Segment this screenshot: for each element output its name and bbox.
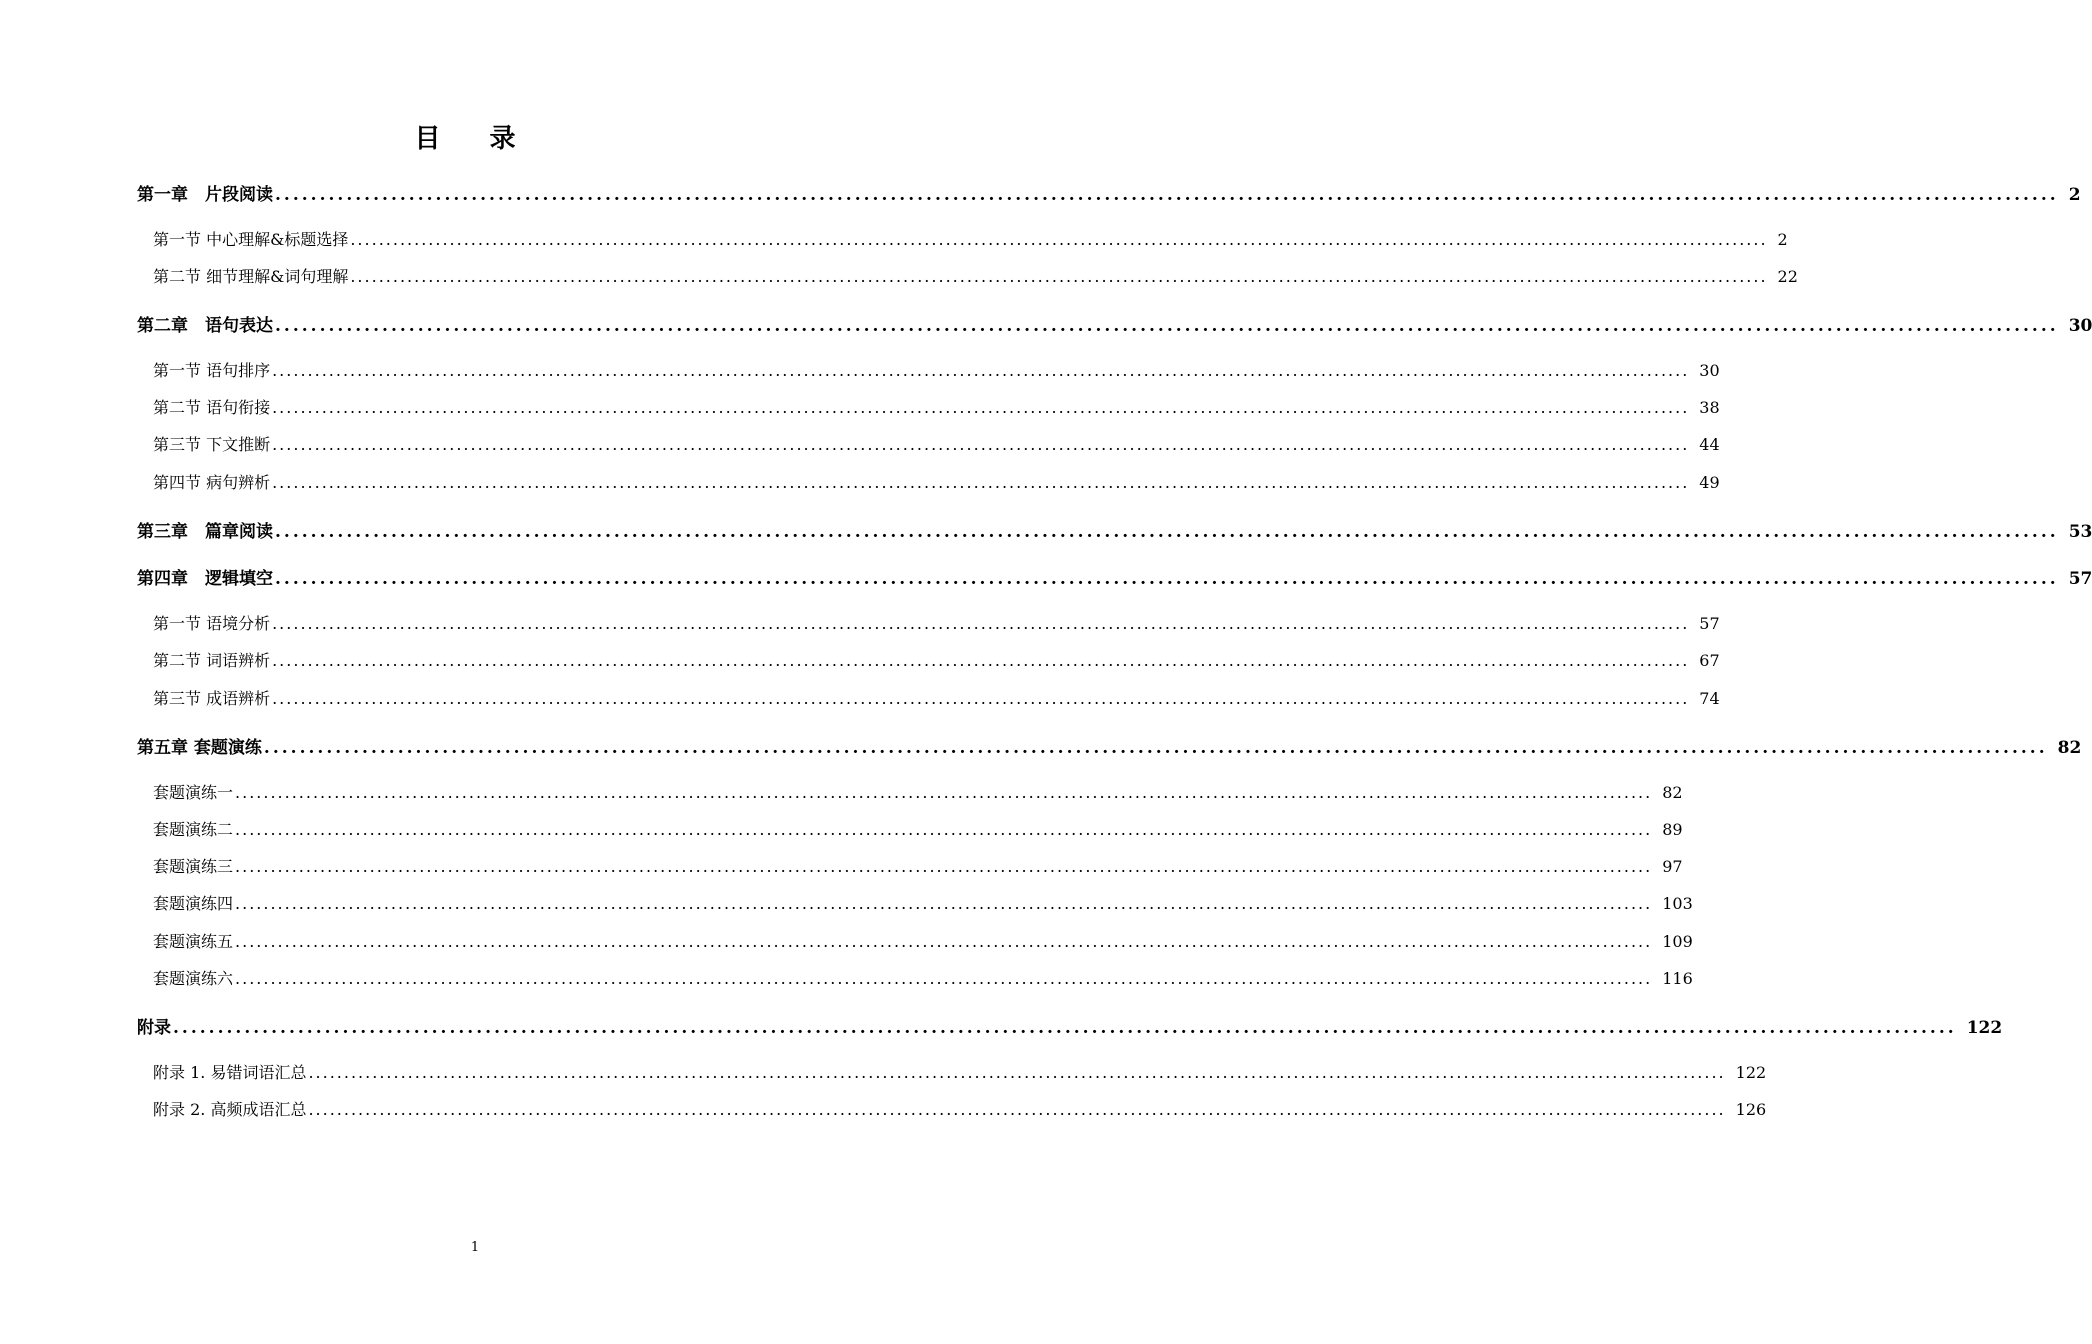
toc-leader-dots: ........................................................................................................................................................................................................ xyxy=(272,651,1690,670)
toc-leader-dots: ........................................................................................................................................................................................................ xyxy=(350,230,1768,249)
toc-entry-label: 第五章 套题演练 xyxy=(137,738,262,758)
toc-entry-page: 49 xyxy=(1699,473,1720,492)
toc-leader-dots: ........................................................................................................................................................................................................ xyxy=(272,435,1690,454)
page-title: 目 录 xyxy=(414,124,536,154)
toc-entry-page: 82 xyxy=(1662,783,1683,802)
toc-entry-label: 第一节 中心理解&标题选择 xyxy=(153,230,349,249)
toc-entry-page: 2 xyxy=(1777,230,1788,249)
toc-leader-dots: ........................................................................................................................................................................................................ xyxy=(263,738,2048,758)
toc-entry-label: 第一章 片段阅读 xyxy=(137,185,273,205)
toc-entry-label: 第四章 逻辑填空 xyxy=(137,569,273,589)
toc-leader-dots: ........................................................................................................................................................................................................ xyxy=(350,267,1768,286)
toc-leader-dots: ........................................................................................................................................................................................................ xyxy=(275,569,2059,589)
toc-leader-dots: ........................................................................................................................................................................................................ xyxy=(275,316,2059,336)
toc-entry-page: 44 xyxy=(1699,435,1720,454)
toc-entry-label: 第二节 语句衔接 xyxy=(153,398,271,417)
toc-entry-label: 第三节 下文推断 xyxy=(153,435,271,454)
toc-leader-dots: ........................................................................................................................................................................................................ xyxy=(235,783,1653,802)
toc-section-entry[interactable] xyxy=(153,358,1720,381)
toc-entry-label: 附录 2. 高频成语汇总 xyxy=(153,1100,307,1119)
toc-entry-label: 第四节 病句辨析 xyxy=(153,473,271,492)
toc-leader-dots: ........................................................................................................................................................................................................ xyxy=(272,614,1690,633)
toc-leader-dots: ........................................................................................................................................................................................................ xyxy=(272,689,1690,708)
toc-entry-page: 30 xyxy=(1699,361,1720,380)
toc-entry-page: 30 xyxy=(2068,316,2092,336)
toc-entry-label: 套题演练三 xyxy=(153,857,234,876)
toc-section-entry[interactable] xyxy=(153,929,1693,952)
toc-entry-page: 74 xyxy=(1699,689,1720,708)
toc-entry-page: 22 xyxy=(1777,267,1798,286)
toc-section-entry[interactable] xyxy=(153,686,1720,709)
toc-leader-dots: ........................................................................................................................................................................................................ xyxy=(272,473,1690,492)
toc-section-entry[interactable] xyxy=(153,854,1683,877)
toc-entry-page: 126 xyxy=(1735,1100,1767,1119)
toc-entry-label: 第二节 词语辨析 xyxy=(153,651,271,670)
toc-entry-label: 套题演练一 xyxy=(153,783,234,802)
toc-leader-dots: ........................................................................................................................................................................................................ xyxy=(272,398,1690,417)
toc-leader-dots: ........................................................................................................................................................................................................ xyxy=(272,361,1690,380)
toc-section-entry[interactable] xyxy=(153,264,1798,287)
toc-entry-label: 第一节 语句排序 xyxy=(153,361,271,380)
toc-entry-label: 套题演练四 xyxy=(153,894,234,913)
toc-leader-dots: ........................................................................................................................................................................................................ xyxy=(308,1100,1726,1119)
toc-section-entry[interactable] xyxy=(153,780,1683,803)
page-number: 1 xyxy=(470,1240,480,1255)
toc-section-entry[interactable] xyxy=(153,395,1720,418)
toc-entry-page: 97 xyxy=(1662,857,1683,876)
toc-leader-dots: ........................................................................................................................................................................................................ xyxy=(173,1018,1957,1038)
toc-entry-page: 122 xyxy=(1735,1063,1767,1082)
toc-leader-dots: ........................................................................................................................................................................................................ xyxy=(308,1063,1726,1082)
toc-entry-page: 82 xyxy=(2057,738,2082,758)
toc-entry-page: 109 xyxy=(1662,932,1693,951)
toc-entry-page: 57 xyxy=(2068,569,2092,589)
toc-leader-dots: ........................................................................................................................................................................................................ xyxy=(235,969,1653,988)
toc-leader-dots: ........................................................................................................................................................................................................ xyxy=(275,185,2059,205)
toc-entry-page: 116 xyxy=(1662,969,1693,988)
toc-entry-label: 套题演练六 xyxy=(153,969,234,988)
toc-chapter-entry[interactable] xyxy=(137,564,2092,589)
toc-entry-page: 53 xyxy=(2068,522,2092,542)
toc-section-entry[interactable] xyxy=(153,227,1788,250)
toc-leader-dots: ........................................................................................................................................................................................................ xyxy=(275,522,2059,542)
toc-section-entry[interactable] xyxy=(153,432,1720,455)
toc-section-entry[interactable] xyxy=(153,1097,1767,1120)
toc-section-entry[interactable] xyxy=(153,470,1720,493)
toc-entry-page: 122 xyxy=(1966,1018,2003,1038)
toc-leader-dots: ........................................................................................................................................................................................................ xyxy=(235,820,1653,839)
toc-entry-label: 第一节 语境分析 xyxy=(153,614,271,633)
toc-section-entry[interactable] xyxy=(153,1060,1767,1083)
toc-entry-label: 套题演练二 xyxy=(153,820,234,839)
toc-section-entry[interactable] xyxy=(153,966,1693,989)
toc-entry-page: 103 xyxy=(1662,894,1693,913)
toc-entry-page: 2 xyxy=(2068,185,2081,205)
toc-leader-dots: ........................................................................................................................................................................................................ xyxy=(235,857,1653,876)
toc-entry-label: 第二节 细节理解&词句理解 xyxy=(153,267,349,286)
toc-section-entry[interactable] xyxy=(153,891,1693,914)
toc-section-entry[interactable] xyxy=(153,648,1720,671)
toc-leader-dots: ........................................................................................................................................................................................................ xyxy=(235,894,1653,913)
toc-chapter-entry[interactable] xyxy=(137,180,2081,205)
toc-chapter-entry[interactable] xyxy=(137,517,2092,542)
toc-entry-label: 第三节 成语辨析 xyxy=(153,689,271,708)
toc-entry-page: 38 xyxy=(1699,398,1720,417)
toc-section-entry[interactable] xyxy=(153,817,1683,840)
toc-entry-label: 套题演练五 xyxy=(153,932,234,951)
toc-entry-label: 附录 xyxy=(137,1018,171,1038)
toc-entry-label: 第三章 篇章阅读 xyxy=(137,522,273,542)
toc-entry-label: 第二章 语句表达 xyxy=(137,316,273,336)
toc-chapter-entry[interactable] xyxy=(137,733,2082,758)
toc-chapter-entry[interactable] xyxy=(137,1013,2003,1038)
toc-entry-page: 57 xyxy=(1699,614,1720,633)
toc-leader-dots: ........................................................................................................................................................................................................ xyxy=(235,932,1653,951)
toc-chapter-entry[interactable] xyxy=(137,311,2092,336)
toc-entry-label: 附录 1. 易错词语汇总 xyxy=(153,1063,307,1082)
toc-section-entry[interactable] xyxy=(153,611,1720,634)
toc-entry-page: 67 xyxy=(1699,651,1720,670)
toc-entry-page: 89 xyxy=(1662,820,1683,839)
